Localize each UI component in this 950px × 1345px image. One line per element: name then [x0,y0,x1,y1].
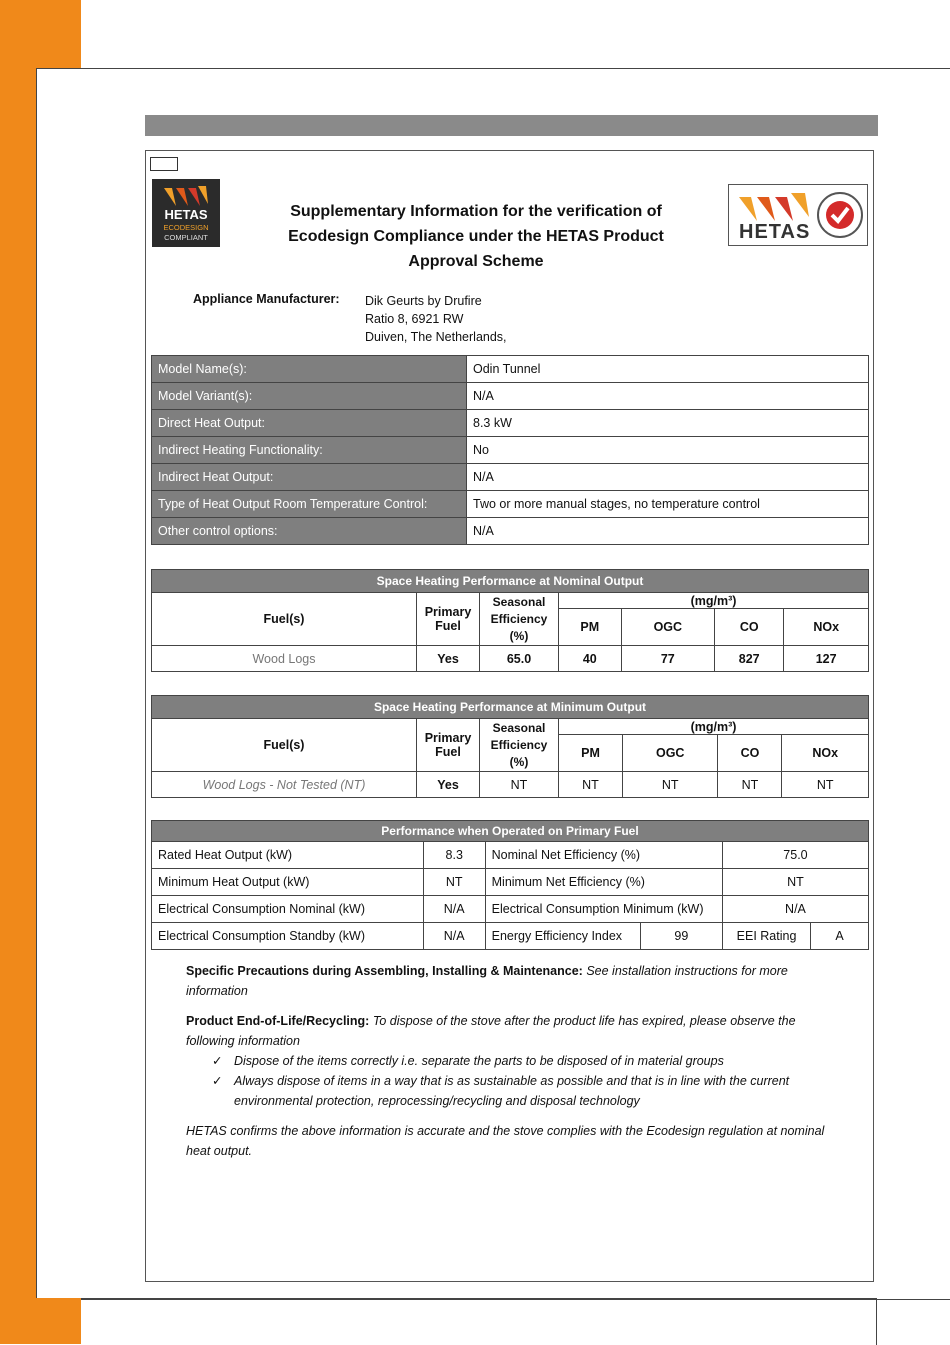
nominal-efficiency-value: 75.0 [722,842,868,869]
pm-cell: 40 [559,646,622,672]
fuel-cell: Wood Logs - Not Tested (NT) [152,772,417,798]
flame-icon [162,184,210,208]
col-ogc: OGC [621,609,714,646]
logo-left-text: HETAS [164,207,208,222]
next-page-edge [81,1298,877,1345]
section-header-bar [145,115,878,136]
table-row [152,464,869,491]
model-label: Model Variant(s): [152,383,467,410]
col-ogc: OGC [622,735,718,772]
col-nox: NOx [784,609,869,646]
table-row [152,383,869,410]
table-row [152,356,869,383]
elec-standby-label: Electrical Consumption Standby (kW) [152,923,424,950]
confirmation-paragraph [186,1121,836,1161]
model-value: 8.3 kW [467,410,869,437]
elec-standby-value: N/A [423,923,485,950]
logo-right-text: HETAS [739,221,811,243]
precautions-text: See installation instructions for more information [186,964,788,998]
nominal-efficiency-label: Nominal Net Efficiency (%) [485,842,722,869]
table-row [152,491,869,518]
table-row [152,410,869,437]
approved-seal-icon [816,190,864,240]
minimum-output-table [151,695,869,798]
elec-minimum-value: N/A [722,896,868,923]
model-value: Odin Tunnel [467,356,869,383]
col-fuel: Fuel(s) [152,593,417,646]
table-row [152,869,869,896]
bullet-text: Always dispose of items in a way that is as sustainable as possible and that is in line with the current environmental protection, reprocessing/recycling and disposal technology [234,1074,790,1108]
nox-cell: NT [782,772,869,798]
flame-icon [737,191,815,221]
col-seasonal-efficiency: Seasonal Efficiency (%) [480,593,559,646]
rated-output-label: Rated Heat Output (kW) [152,842,424,869]
model-label: Type of Heat Output Room Temperature Control: [152,491,467,518]
document-title: Supplementary Information for the verification of Ecodesign Compliance under the HETAS Product Approval Scheme [288,203,664,270]
primary-fuel-header: Performance when Operated on Primary Fuel [152,821,869,842]
model-table [151,355,869,545]
checkmark-icon: ✓ [212,1074,223,1088]
orange-footer-bar [0,1298,81,1344]
col-units: (mg/m³) [559,719,869,735]
minimum-table-header: Space Heating Performance at Minimum Output [152,696,869,719]
hetas-ecodesign-logo [152,179,220,247]
small-box [150,157,178,171]
precautions-paragraph [186,961,836,1001]
certificate-document [145,150,874,1282]
primary-fuel-table [151,820,869,950]
pm-cell: NT [559,772,623,798]
logo-left-subtext: ECODESIGN [163,223,209,232]
eei-value: 99 [640,923,722,950]
manufacturer-city: Duiven, The Netherlands, [365,330,507,344]
efficiency-cell: NT [480,772,559,798]
col-primary-fuel: Primary Fuel [417,719,480,772]
checkmark-icon: ✓ [212,1054,223,1068]
min-efficiency-value: NT [722,869,868,896]
manufacturer-label: Appliance Manufacturer: [193,292,340,306]
nominal-output-table [151,569,869,672]
table-row [152,518,869,545]
efficiency-cell: 65.0 [480,646,559,672]
model-value: N/A [467,464,869,491]
co-cell: 827 [715,646,784,672]
col-pm: PM [559,735,623,772]
precautions-label: Specific Precautions during Assembling, Installing & Maintenance: [186,964,583,978]
model-value: N/A [467,518,869,545]
model-label: Direct Heat Output: [152,410,467,437]
elec-nominal-label: Electrical Consumption Nominal (kW) [152,896,424,923]
list-item [212,1051,836,1071]
model-value: No [467,437,869,464]
table-row [152,646,869,672]
model-value: N/A [467,383,869,410]
hetas-approved-logo [728,184,868,246]
col-fuel: Fuel(s) [152,719,417,772]
model-label: Model Name(s): [152,356,467,383]
confirmation-text: HETAS confirms the above information is accurate and the stove complies with the Ecodesign regulation at nominal heat output. [186,1124,825,1158]
min-output-value: NT [423,869,485,896]
eei-rating-label: EEI Rating [722,923,810,950]
fuel-cell: Wood Logs [152,646,417,672]
primary-cell: Yes [417,772,480,798]
logo-left-subtext2: COMPLIANT [164,233,208,242]
col-nox: NOx [782,735,869,772]
co-cell: NT [718,772,782,798]
manufacturer-street: Ratio 8, 6921 RW [365,312,464,326]
model-label: Indirect Heating Functionality: [152,437,467,464]
table-row [152,896,869,923]
elec-minimum-label: Electrical Consumption Minimum (kW) [485,896,722,923]
elec-nominal-value: N/A [423,896,485,923]
min-output-label: Minimum Heat Output (kW) [152,869,424,896]
col-pm: PM [559,609,622,646]
table-row [152,842,869,869]
model-value: Two or more manual stages, no temperature control [467,491,869,518]
notes-section [186,961,836,1171]
disposal-list [186,1051,836,1111]
ogc-cell: 77 [621,646,714,672]
primary-cell: Yes [417,646,480,672]
model-label: Indirect Heat Output: [152,464,467,491]
nox-cell: 127 [784,646,869,672]
model-label: Other control options: [152,518,467,545]
nominal-table-header: Space Heating Performance at Nominal Output [152,570,869,593]
col-seasonal-efficiency: Seasonal Efficiency (%) [480,719,559,772]
col-units: (mg/m³) [559,593,869,609]
col-co: CO [715,609,784,646]
table-row [152,772,869,798]
min-efficiency-label: Minimum Net Efficiency (%) [485,869,722,896]
col-co: CO [718,735,782,772]
eol-paragraph [186,1011,836,1051]
list-item [212,1071,836,1111]
table-row [152,437,869,464]
eol-text: To dispose of the stove after the product life has expired, please observe the following information [186,1014,796,1048]
bullet-text: Dispose of the items correctly i.e. separate the parts to be disposed of in material groups [234,1054,724,1068]
eol-label: Product End-of-Life/Recycling: [186,1014,370,1028]
rated-output-value: 8.3 [423,842,485,869]
eei-label: Energy Efficiency Index [485,923,640,950]
manufacturer-address [365,292,507,346]
table-row [152,923,869,950]
col-primary-fuel: Primary Fuel [417,593,480,646]
ogc-cell: NT [622,772,718,798]
manufacturer-name: Dik Geurts by Drufire [365,294,482,308]
eei-rating-value: A [811,923,869,950]
